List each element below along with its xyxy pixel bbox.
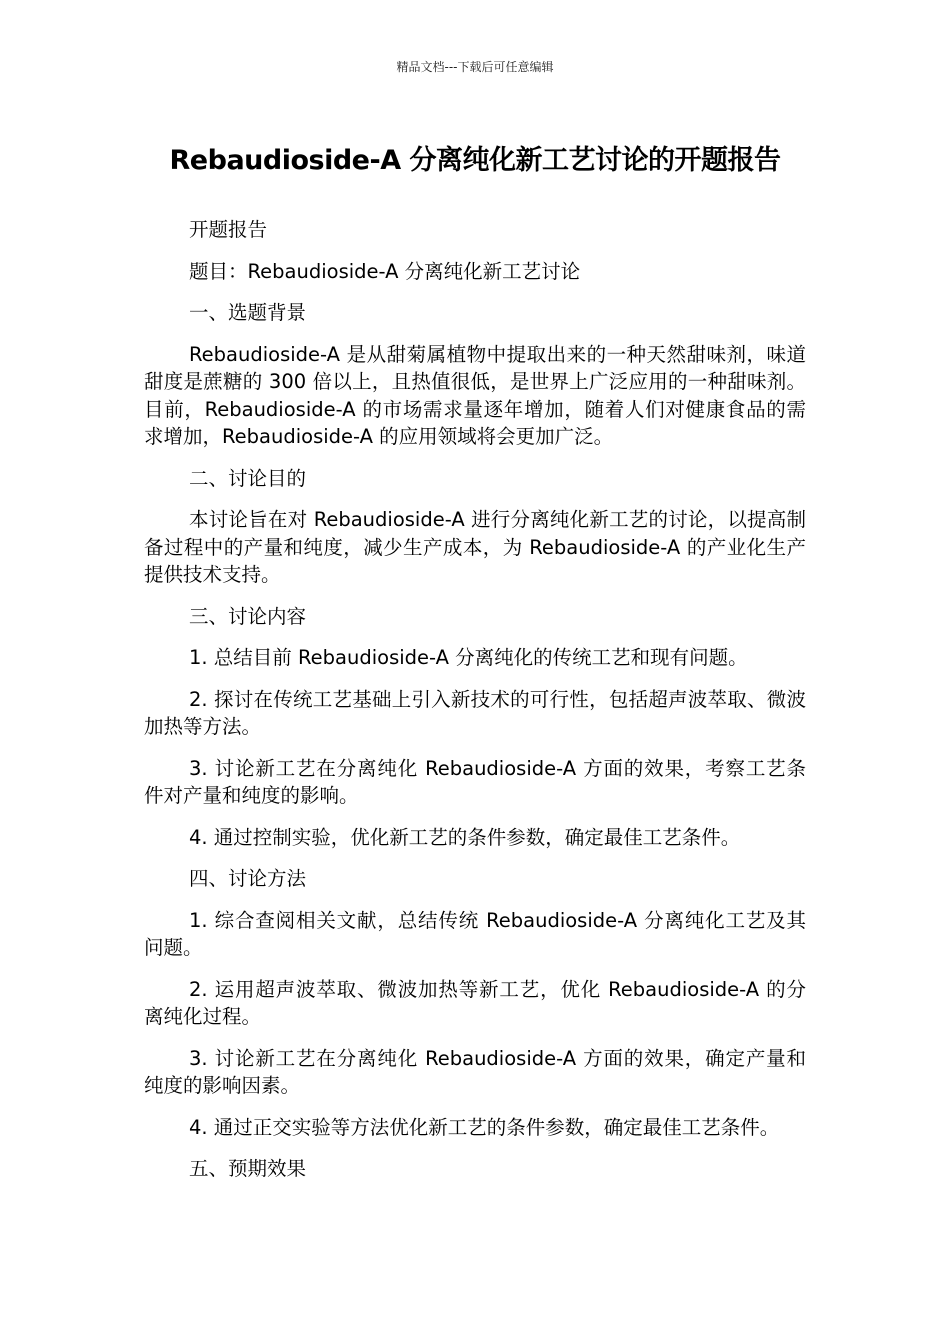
section-heading-expected-results: 五、预期效果 [189, 1157, 307, 1180]
content-item-1: 1. 总结目前 Rebaudioside-A 分离纯化的传统工艺和现有问题。 [189, 646, 748, 669]
paragraph-topic: 题目：Rebaudioside-A 分离纯化新工艺讨论 [189, 259, 581, 283]
content-item-2: 2. 探讨在传统工艺基础上引入新技术的可行性，包括超声波萃取、微波加热等方法。 [144, 687, 806, 738]
section-heading-methods: 四、讨论方法 [189, 867, 307, 890]
section-heading-purpose: 二、讨论目的 [189, 466, 307, 490]
method-item-4: 4. 通过正交实验等方法优化新工艺的条件参数，确定最佳工艺条件。 [189, 1115, 780, 1139]
paragraph-report-label: 开题报告 [189, 218, 268, 241]
method-item-1: 1. 综合查阅相关文献，总结传统 Rebaudioside-A 分离纯化工艺及其问题。 [144, 908, 806, 959]
content-item-3: 3. 讨论新工艺在分离纯化 Rebaudioside-A 方面的效果，考察工艺条件对产量和纯度的影响。 [144, 756, 806, 807]
header-note: 精品文档---下载后可任意编辑 [396, 60, 554, 74]
method-item-3: 3. 讨论新工艺在分离纯化 Rebaudioside-A 方面的效果，确定产量和纯度的影响因素。 [144, 1046, 806, 1097]
method-item-2: 2. 运用超声波萃取、微波加热等新工艺，优化 Rebaudioside-A 的分离纯化过程。 [144, 977, 806, 1028]
document-body [144, 216, 806, 1197]
document-title: Rebaudioside-A 分离纯化新工艺讨论的开题报告 [169, 145, 781, 176]
paragraph-background: Rebaudioside-A 是从甜菊属植物中提取出来的一种天然甜味剂，味道甜度是蔗糖的 300 倍以上，且热值很低，是世界上广泛应用的一种甜味剂。目前，Rebaudioside-A 的市场需求量逐年增加，随着人们对健康食品的需求增加，Rebaudioside-A 的应用领域将会更加广泛。 [144, 342, 806, 448]
paragraph-purpose: 本讨论旨在对 Rebaudioside-A 进行分离纯化新工艺的讨论，以提高制备过程中的产量和纯度，减少生产成本，为 Rebaudioside-A 的产业化生产提供技术支持。 [144, 508, 806, 586]
section-heading-background: 一、选题背景 [189, 301, 307, 324]
section-heading-content: 三、讨论内容 [189, 604, 307, 628]
content-item-4: 4. 通过控制实验，优化新工艺的条件参数，确定最佳工艺条件。 [189, 825, 741, 849]
